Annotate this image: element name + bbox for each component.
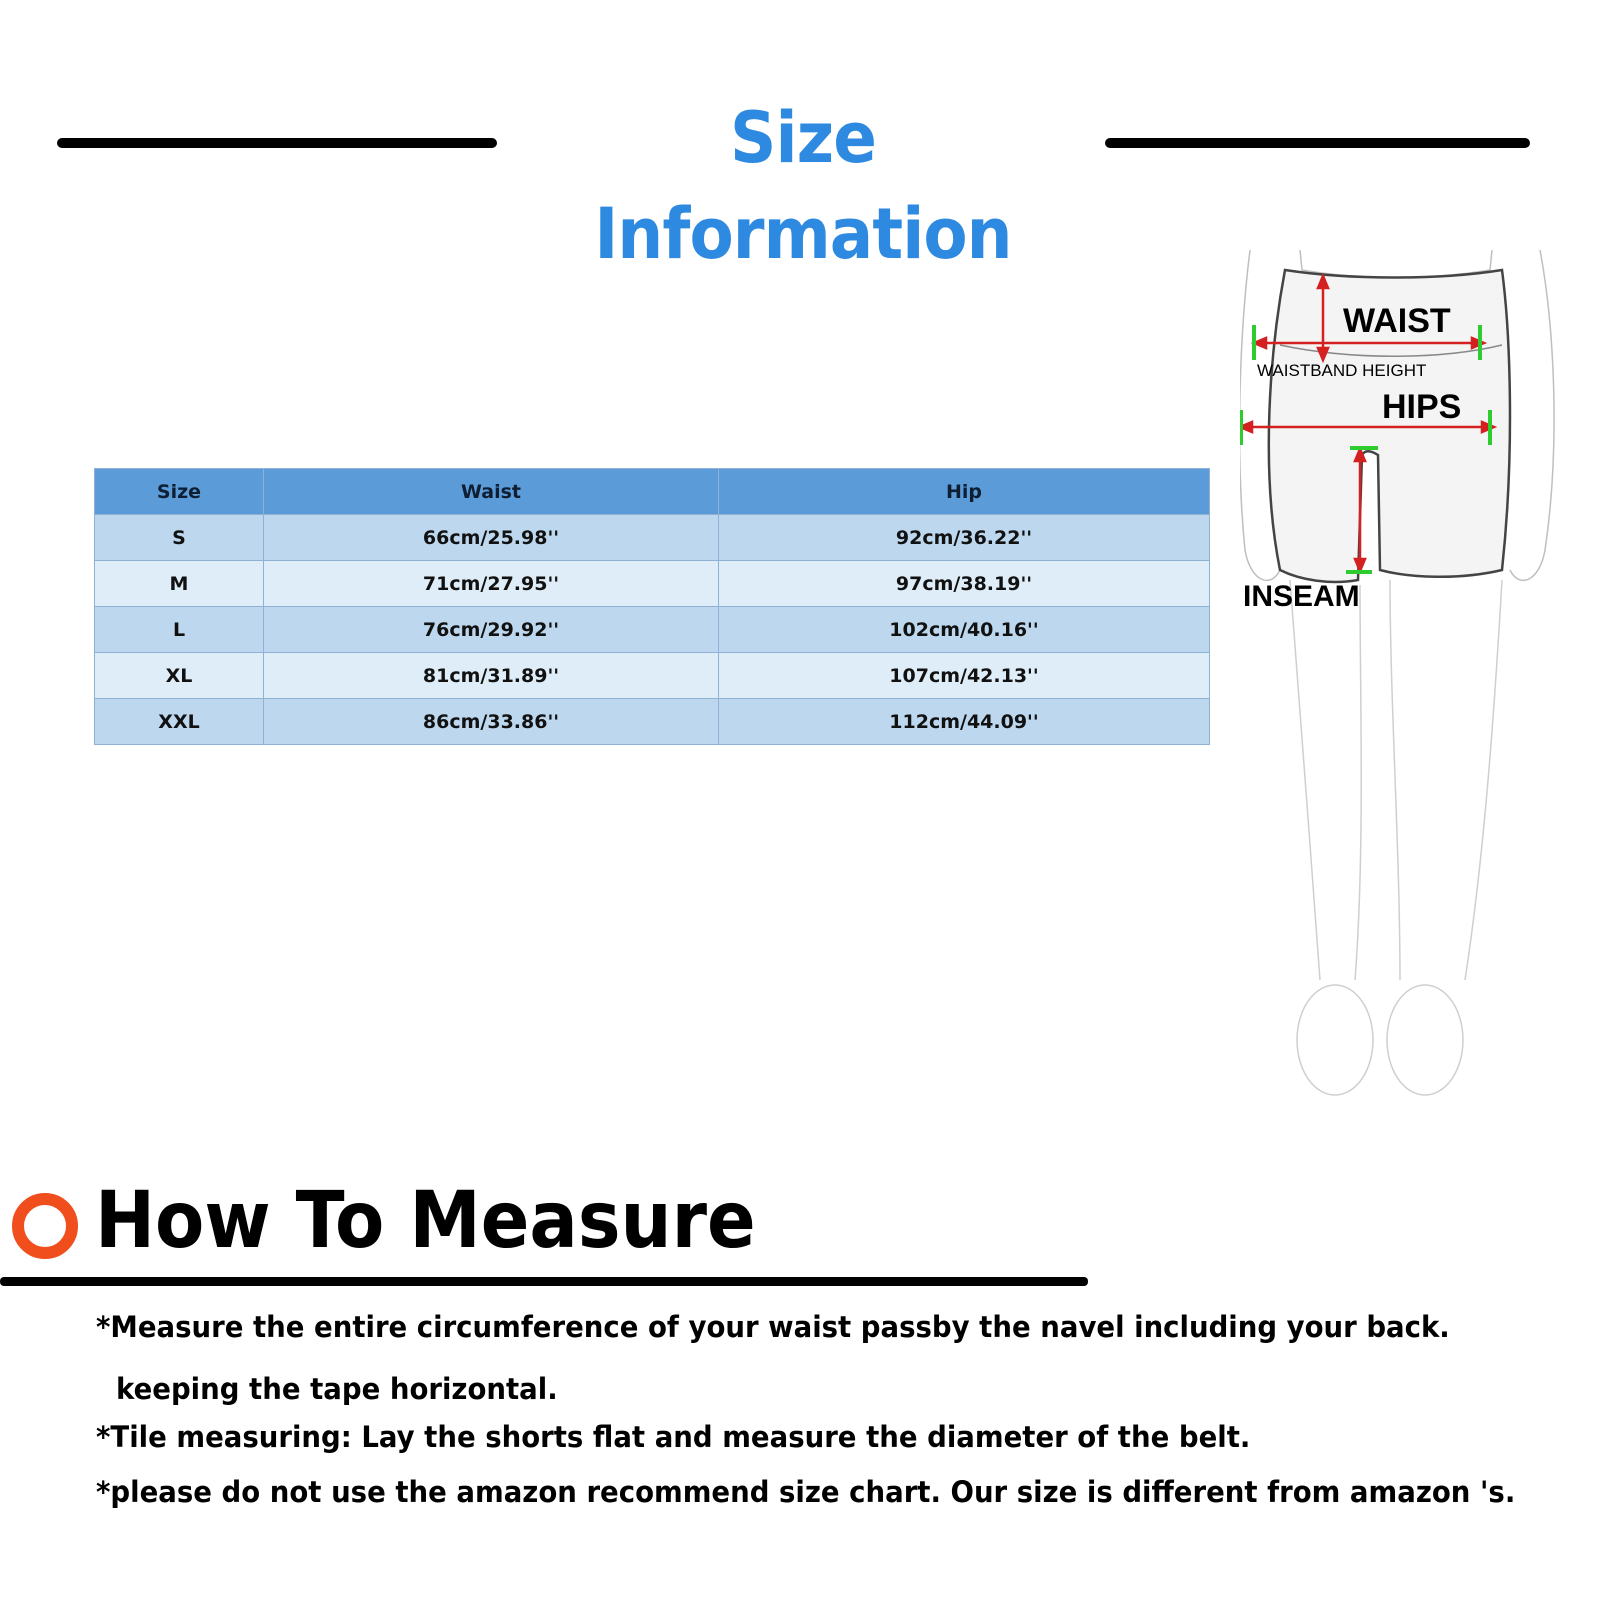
instruction-line: *Measure the entire circumference of your waist passby the navel including your back. <box>96 1310 1450 1344</box>
cell-size: XXL <box>95 699 264 745</box>
title-divider-right <box>1105 138 1530 148</box>
instruction-line: *Tile measuring: Lay the shorts flat and measure the diameter of the belt. <box>96 1420 1251 1454</box>
measurement-diagram <box>1240 250 1560 1130</box>
cell-hip: 92cm/36.22'' <box>719 515 1210 561</box>
how-to-measure-header <box>0 1176 1100 1290</box>
section-divider <box>0 1277 1088 1286</box>
cell-size: XL <box>95 653 264 699</box>
instruction-line: keeping the tape horizontal. <box>116 1372 558 1406</box>
size-chart-table <box>94 468 1210 745</box>
cell-waist: 81cm/31.89'' <box>264 653 719 699</box>
instruction-line: *please do not use the amazon recommend size chart. Our size is different from amazon 's. <box>96 1475 1516 1509</box>
cell-size: M <box>95 561 264 607</box>
table-row <box>95 515 1210 561</box>
page-title: Size Information <box>594 97 1012 275</box>
cell-hip: 107cm/42.13'' <box>719 653 1210 699</box>
title-divider-left <box>57 138 497 148</box>
cell-size: S <box>95 515 264 561</box>
cell-size: L <box>95 607 264 653</box>
shorts-sketch-illustration <box>1240 250 1560 1130</box>
section-title: How To Measure <box>95 1176 756 1266</box>
waist-label: WAIST <box>1343 302 1451 340</box>
column-header-size: Size <box>95 469 264 515</box>
hips-label: HIPS <box>1382 388 1462 426</box>
cell-waist: 76cm/29.92'' <box>264 607 719 653</box>
cell-waist: 71cm/27.95'' <box>264 561 719 607</box>
column-header-waist: Waist <box>264 469 719 515</box>
cell-waist: 86cm/33.86'' <box>264 699 719 745</box>
waistband-height-label: WAISTBAND HEIGHT <box>1257 361 1427 380</box>
cell-hip: 102cm/40.16'' <box>719 607 1210 653</box>
cell-hip: 112cm/44.09'' <box>719 699 1210 745</box>
table-row <box>95 699 1210 745</box>
table-row <box>95 653 1210 699</box>
size-information-header <box>0 90 1600 275</box>
table-row <box>95 561 1210 607</box>
table-row <box>95 607 1210 653</box>
inseam-label: INSEAM <box>1243 580 1360 613</box>
table-header-row <box>95 469 1210 515</box>
cell-hip: 97cm/38.19'' <box>719 561 1210 607</box>
cell-waist: 66cm/25.98'' <box>264 515 719 561</box>
column-header-hip: Hip <box>719 469 1210 515</box>
circle-bullet-icon <box>12 1193 78 1259</box>
